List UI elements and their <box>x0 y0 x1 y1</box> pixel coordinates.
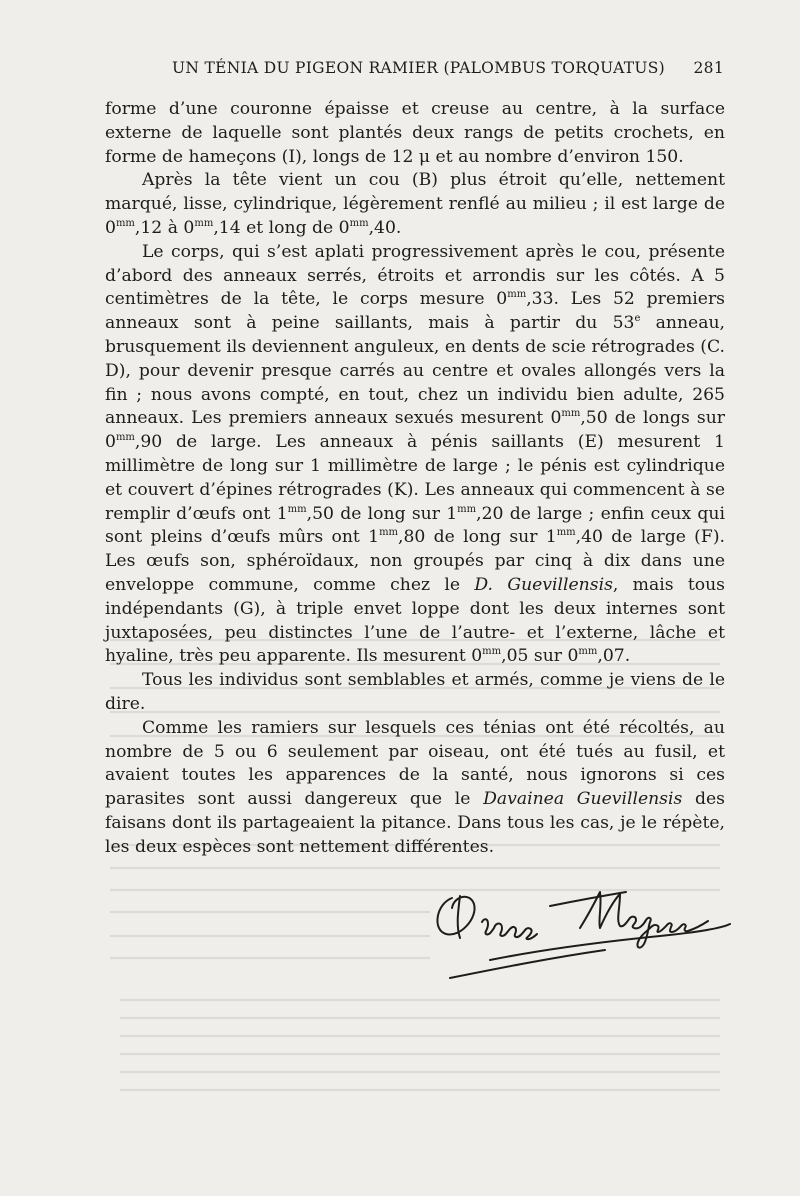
paragraph-text: ,07. <box>597 646 631 667</box>
unit-mm: mm <box>349 217 369 229</box>
paragraph-5 <box>105 717 725 860</box>
unit-mm: mm <box>379 527 399 539</box>
paragraph-text: , mais tous indépendants (G), à triple envet loppe dont les deux internes sont juxtaposées, peu distinctes l’une de l’autre- et l’externe, lâche et hyaline, très peu apparente. Ils mesurent 0 <box>105 574 725 667</box>
unit-mm: mm <box>482 646 502 658</box>
paragraph-text: forme d’une couronne épaisse et creuse au centre, à la surface externe de laquelle sont plantés deux rangs de petits crochets, en forme de hameçons (I), longs de 12 μ et au nombre d’environ 150. <box>105 99 725 167</box>
unit-mm: mm <box>556 527 576 539</box>
species-name: Davainea Guevillensis <box>483 789 683 810</box>
body-text <box>105 98 725 860</box>
paragraph-text: ,33. Les 52 premiers anneaux sont à peine saillants, mais à partir du 53 <box>105 289 725 334</box>
species-name: D. Guevillensis <box>474 574 613 595</box>
paragraph-text: des faisans dont ils partageaient la pitance. Dans tous les cas, je le répète, les deux espèces sont nettement différentes. <box>105 789 725 857</box>
ordinal-suffix: e <box>634 313 641 325</box>
paragraph-4 <box>105 669 725 717</box>
unit-mm: mm <box>115 432 135 444</box>
paragraph-text: Comme les ramiers sur lesquels ces ténias ont été récoltés, au nombre de 5 ou 6 seulement par oiseau, ont été tués au fusil, et avaient toutes les apparences de la santé, nous ignorons si ces parasites sont aussi dangereux que le <box>105 717 725 810</box>
paragraph-text: Tous les individus sont semblables et armés, comme je viens de le dire. <box>105 670 725 714</box>
handwritten-signature <box>430 878 740 988</box>
paragraph-text: ,12 à 0 <box>134 217 195 238</box>
paragraph-text: Le corps, qui s’est aplati progressivement après le cou, présente d’abord des anneaux serrés, étroits et arrondis sur les côtés. A 5 centimètres de la tête, le corps mesure 0 <box>105 241 725 310</box>
paragraph-text: anneau, brusquement ils deviennent anguleux, en dents de scie rétrogrades (C. D), pour devenir presque carrés au centre et ovales allongés vers la fin ; nous avons compté, en tout, chez un individu bien adulte, 265 anneaux. Les premiers anneaux sexués mesurent 0 <box>105 313 725 429</box>
paragraph-text: ,40. <box>368 217 402 238</box>
paragraph-text: ,14 et long de 0 <box>213 217 350 238</box>
paragraph-text: ,80 de long sur 1 <box>398 527 557 548</box>
paragraph-1 <box>105 98 725 169</box>
unit-mm: mm <box>287 503 307 515</box>
paragraph-text: ,50 de longs sur 0 <box>105 408 725 453</box>
paragraph-2 <box>105 169 725 240</box>
unit-mm: mm <box>578 646 598 658</box>
paragraph-3 <box>105 241 725 669</box>
paragraph-text: ,05 sur 0 <box>501 646 579 667</box>
paragraph-text: ,90 de large. Les anneaux à pénis saillants (E) mesurent 1 millimètre de long sur 1 millimètre de large ; le pénis est cylindrique et couvert d’épines rétrogrades (K). Les anneaux qui commencent à se remplir d’œufs ont 1 <box>105 432 725 524</box>
unit-mm: mm <box>457 503 477 515</box>
page-number: 281 <box>693 59 724 77</box>
unit-mm: mm <box>561 408 581 420</box>
running-title: UN TÉNIA DU PIGEON RAMIER (PALOMBUS TORQUATUS) <box>172 59 665 77</box>
paragraph-text: ,40 de large (F). Les œufs son, sphéroïdaux, non groupés par cinq à dix dans une enveloppe commune, comme chez le <box>105 527 725 595</box>
unit-mm: mm <box>507 289 527 301</box>
paragraph-text: ,50 de long sur 1 <box>306 503 458 524</box>
unit-mm: mm <box>194 217 214 229</box>
unit-mm: mm <box>115 217 135 229</box>
paragraph-text: ,20 de large ; enfin ceux qui sont pleins d’œufs mûrs ont 1 <box>105 503 725 548</box>
paragraph-text: Après la tête vient un cou (B) plus étroit qu’elle, nettement marqué, lisse, cylindrique, légèrement renflé au milieu ; il est large de 0 <box>105 170 725 238</box>
